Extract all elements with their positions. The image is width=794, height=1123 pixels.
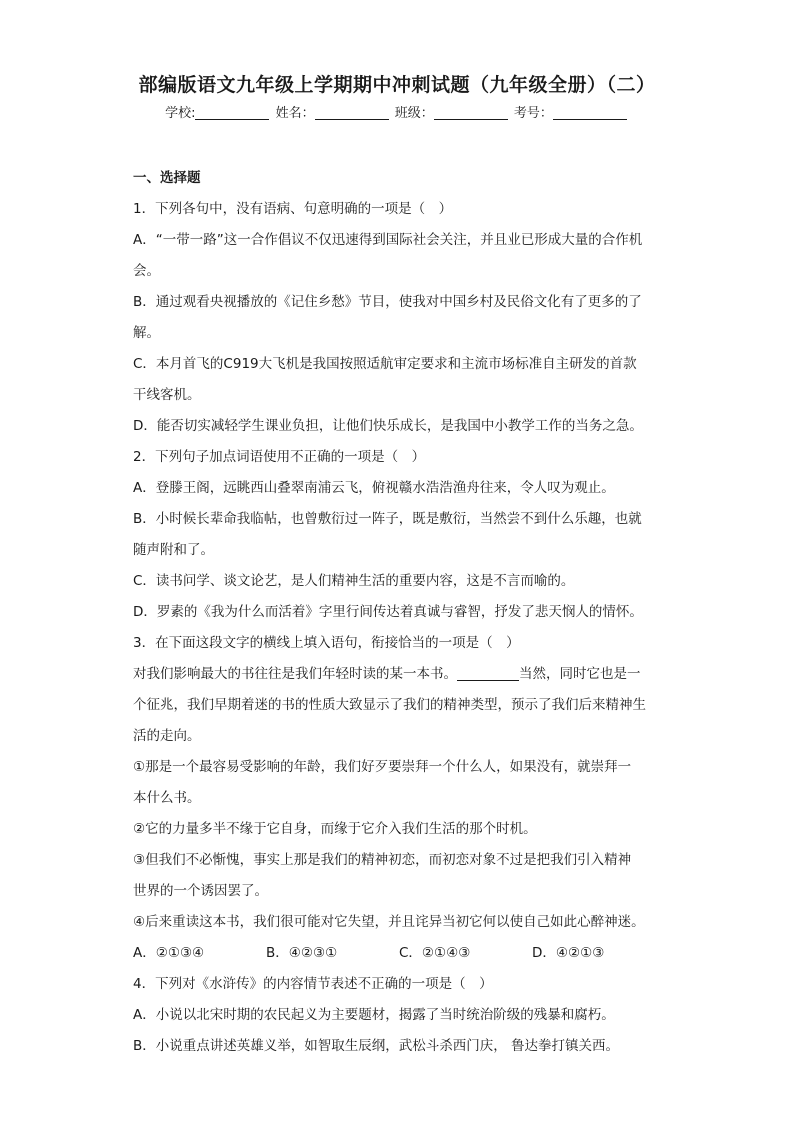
option-c: C．本月首飞的C919大飞机是我国按照适航审定要求和主流市场标准自主研发的首款: [133, 356, 637, 372]
section-heading: 一、选择题: [133, 170, 201, 186]
class-label: 班级：: [394, 106, 434, 121]
passage-text: 对我们影响最大的书往往是我们年轻时读的某一本书。: [133, 666, 457, 682]
sentence-2: ②它的力量多半不缘于它自身，而缘于它介入我们生活的那个时机。: [133, 821, 537, 837]
option-d: D．能否切实减轻学生课业负担，让他们快乐成长，是我国中小教学工作的当务之急。: [133, 418, 643, 434]
option-c-cont: 干线客机。: [133, 387, 201, 403]
option-b: B．小说重点讲述英雄义举，如智取生辰纲，武松斗杀西门庆， 鲁达拳打镇关西。: [133, 1038, 620, 1054]
question-1: [133, 194, 665, 442]
sentence-3-cont: 世界的一个诱因罢了。: [133, 883, 268, 899]
option-b: B．小时候长辈命我临帖，也曾敷衍过一阵子，既是敷衍，当然尝不到什么乐趣，也就: [133, 511, 642, 527]
question-stem: 3．在下面这段文字的横线上填入语句，衔接恰当的一项是（ ）: [133, 635, 520, 651]
student-info-line: [0, 102, 794, 121]
name-blank[interactable]: [315, 105, 389, 120]
sentence-1: ①那是一个最容易受影响的年龄，我们好歹要崇拜一个什么人，如果没有，就崇拜一: [133, 759, 632, 775]
option-a: A．“一带一路”这一合作倡议不仅迅速得到国际社会关注，并且业已形成大量的合作机: [133, 232, 643, 248]
number-label: 考号：: [513, 106, 553, 121]
passage-line: 活的走向。: [133, 728, 201, 744]
option-d: D．罗素的《我为什么而活着》字里行间传达着真诚与睿智，抒发了悲天悯人的情怀。: [133, 604, 643, 620]
answer-options: [133, 938, 665, 969]
fill-blank: [457, 666, 519, 681]
class-blank[interactable]: [434, 105, 508, 120]
number-blank[interactable]: [553, 105, 627, 120]
name-label: 姓名：: [275, 106, 315, 121]
school-blank[interactable]: [195, 105, 269, 120]
page-title: 部编版语文九年级上学期期中冲刺试题（九年级全册）（二）: [138, 74, 656, 96]
option-a: A．②①③④: [133, 945, 205, 961]
option-b-cont: 随声附和了。: [133, 542, 214, 558]
option-b: B．④②③①: [266, 945, 338, 961]
school-label: 学校:: [165, 106, 196, 121]
question-stem: 4．下列对《水浒传》的内容情节表述不正确的一项是（ ）: [133, 976, 493, 992]
passage-text: 当然，同时它也是一: [519, 666, 641, 682]
passage-line: [133, 659, 665, 690]
option-a: A．小说以北宋时期的农民起义为主要题材，揭露了当时统治阶级的残暴和腐朽。: [133, 1007, 615, 1023]
option-a-cont: 会。: [133, 263, 160, 279]
option-c: C．读书问学、谈文论艺，是人们精神生活的重要内容，这是不言而喻的。: [133, 573, 575, 589]
option-b: B．通过观看央视播放的《记住乡愁》节目，使我对中国乡村及民俗文化有了更多的了: [133, 294, 642, 310]
option-a: A．登滕王阁，远眺西山叠翠南浦云飞，俯视赣水浩浩渔舟往来，令人叹为观止。: [133, 480, 615, 496]
question-4: [133, 969, 665, 1062]
option-d: D．④②①③: [532, 945, 605, 961]
sentence-4: ④后来重读这本书，我们很可能对它失望，并且诧异当初它何以使自己如此心醉神迷。: [133, 914, 645, 930]
passage-line: 个征兆，我们早期着迷的书的性质大致显示了我们的精神类型，预示了我们后来精神生: [133, 697, 646, 713]
sentence-1-cont: 本什么书。: [133, 790, 201, 806]
sentence-3: ③但我们不必惭愧，事实上那是我们的精神初恋，而初恋对象不过是把我们引入精神: [133, 852, 632, 868]
option-b-cont: 解。: [133, 325, 160, 341]
question-stem: 2．下列句子加点词语使用不正确的一项是（ ）: [133, 449, 426, 465]
option-c: C．②①④③: [399, 945, 471, 961]
question-2: [133, 442, 665, 628]
question-stem: 1．下列各句中，没有语病、句意明确的一项是（ ）: [133, 201, 453, 217]
exam-content: [133, 163, 665, 1062]
question-3: [133, 628, 665, 969]
